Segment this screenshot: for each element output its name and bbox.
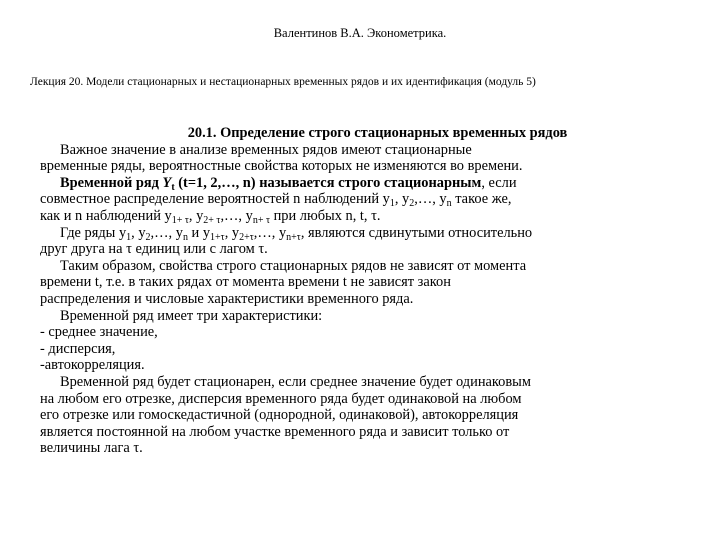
paragraph-line: Важное значение в анализе временных рядов имеют стационарные — [60, 141, 472, 158]
document-body — [40, 125, 695, 457]
paragraph-line: временные ряды, вероятностные свойства которых не изменяются во времени. — [40, 158, 523, 175]
paragraph-line: его отрезке или гомоскедастичной (однородной, одинаковой), автокорреляция — [40, 407, 519, 424]
paragraph-line: Где ряды $y_1$, $y_2,\dots$, $y_n$ и $y_{1+\tau}$, $y_{2+\tau},\dots$, $y_{n+\tau}$, являются сдвинутыми относительно — [60, 224, 533, 243]
paragraph-line: величины лага τ. — [40, 440, 143, 457]
paragraph-line: совместное распределение вероятностей n наблюдений $y_1$, $y_2,\dots$, $y_n$ такое же, — [40, 191, 512, 210]
paragraph-line: Временной ряд имеет три характеристики: — [60, 307, 323, 324]
paragraph-line: является постоянной на любом участке временного ряда и зависит только от — [40, 423, 510, 440]
paragraph-line: друг друга на τ единиц или с лагом τ. — [40, 241, 268, 258]
paragraph-line: как и n наблюдений $y_{1+ \tau}$, $y_{2+ \tau},\dots$, $y_{n+ \tau}$ при любых n, t, τ. — [40, 207, 381, 226]
list-item: - дисперсия, — [40, 340, 116, 357]
header-lecture-title: Лекция 20. Модели стационарных и нестационарных временных рядов и их идентификация (модуль 5) — [30, 76, 536, 88]
paragraph-line: времени t, т.е. в таких рядах от момента времени t не зависят закон — [40, 274, 451, 291]
series-symbol: Y — [162, 174, 172, 191]
section-title: 20.1. Определение строго стационарных временных рядов — [187, 125, 568, 141]
definition-line: Временной ряд $Y_t$ (t=1, 2,…, n) называется строго стационарным, если — [60, 174, 517, 193]
list-item: -автокорреляция. — [40, 357, 145, 374]
list-item: - среднее значение, — [40, 324, 158, 341]
paragraph-line: на любом его отрезке, дисперсия временного ряда будет одинаковой на любом — [40, 390, 522, 407]
paragraph-line: распределения и числовые характеристики временного ряда. — [40, 290, 414, 307]
header-author-title: Валентинов В.А. Эконометрика. — [273, 26, 447, 40]
paragraph-line: Таким образом, свойства строго стационарных рядов не зависят от момента — [60, 257, 527, 274]
definition-term: Временной ряд $Y_t$ (t=1, 2,…, n) называется строго стационарным — [60, 174, 482, 193]
paragraph-line: Временной ряд будет стационарен, если среднее значение будет одинаковым — [60, 373, 531, 390]
